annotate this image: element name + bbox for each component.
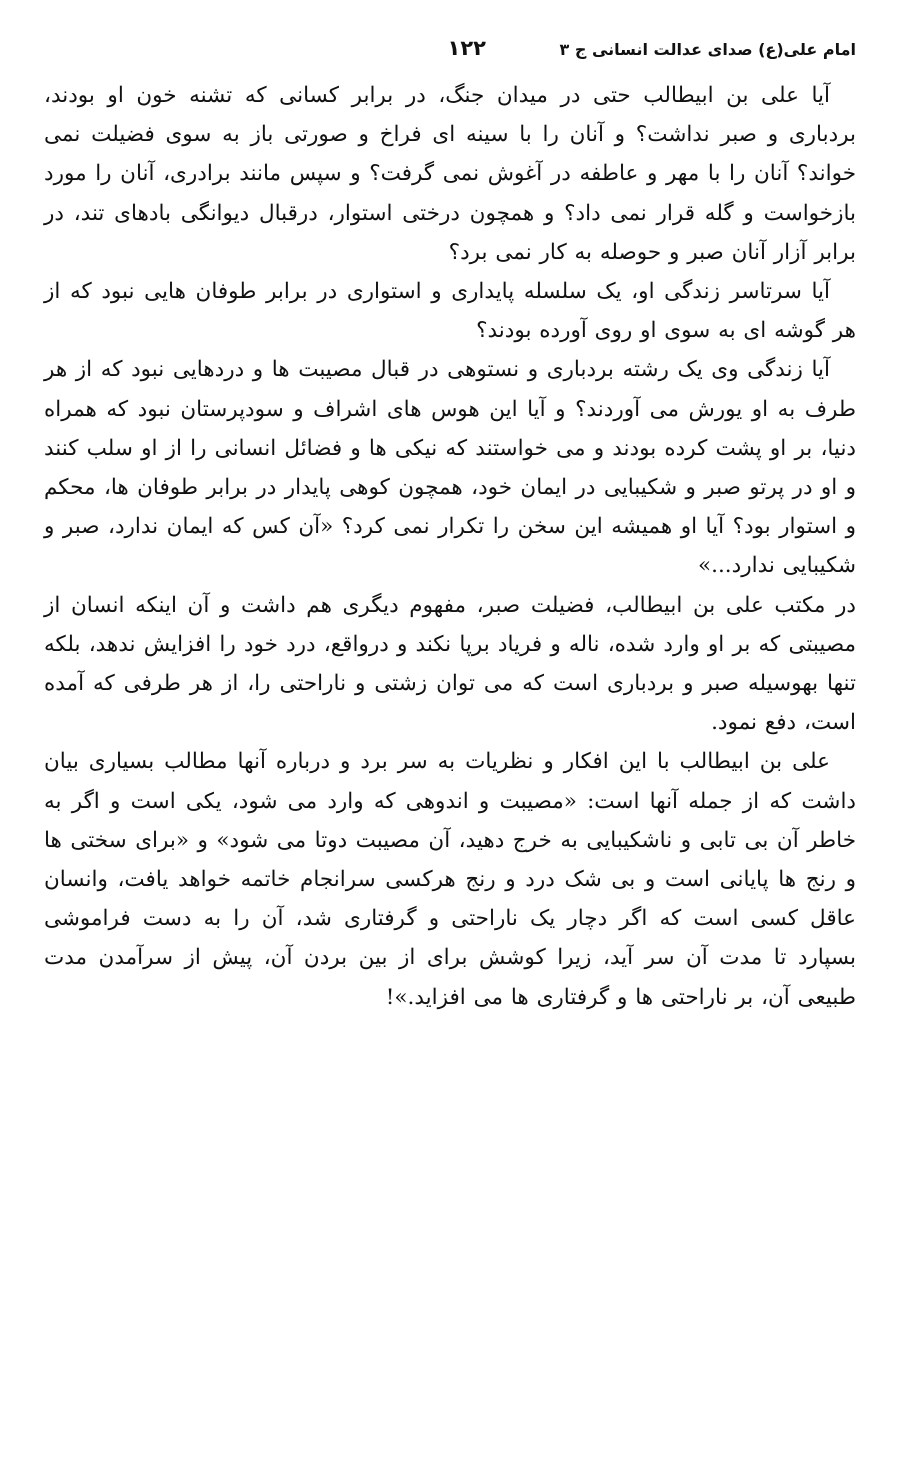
paragraph-3: آیا زندگی وی یک رشته بردباری و نستوهی در قبال مصیبت ها و دردهایی نبود که از هر طرف به او یورش می آوردند؟ و آیا این هوس های اشراف و سودپرستان نبود که همراه دنیا، بر او پشت کرده بودند و می خواستند که نیکی ها و فضائل انسانی را از او سلب کنند و او در پرتو صبر و شکیبایی در ایمان خود، همچون کوهی پایدار در برابر طوفان ها، محکم و استوار بود؟ آیا او همیشه این سخن را تکرار نمی کرد؟ «آن کس که ایمان ندارد، صبر و شکیبایی ندارد...» bbox=[44, 357, 856, 579]
paragraph-1: آیا علی بن ابیطالب حتی در میدان جنگ، در برابر کسانی که تشنه خون او بودند، بردباری و صبر نداشت؟ و آنان را با سینه ای فراخ و صورتی باز به سوی فضیلت نمی خواند؟ آنان را با مهر و عاطفه در آغوش نمی گرفت؟ و سپس مانند برادری، آنان را مورد بازخواست و گله قرار نمی داد؟ و همچون درختی استوار، درقبال دیوانگی بادهای تند، در برابر آزار آنان صبر و حوصله به کار نمی برد؟ bbox=[44, 83, 856, 265]
body-text bbox=[44, 76, 856, 1017]
paragraph-2: آیا سرتاسر زندگی او، یک سلسله پایداری و استواری در برابر طوفان هایی نبود که از هر گوشه ای به سوی او روی آورده بودند؟ bbox=[44, 279, 856, 344]
document-page bbox=[44, 30, 856, 1017]
paragraph-4: در مکتب علی بن ابیطالب، فضیلت صبر، مفهوم دیگری هم داشت و آن اینکه انسان از مصیبتی که بر او وارد شده، ناله و فریاد برپا نکند و درواقع، درد خود را افزایش ندهد، بلکه تنها بهوسیله صبر و بردباری است که می توان زشتی و ناراحتی را، از هر طرفی که آمده است، دفع نمود. bbox=[44, 592, 856, 736]
page-header bbox=[44, 30, 856, 74]
paragraph-5: علی بن ابیطالب با این افکار و نظریات به سر برد و درباره آنها مطالب بسیاری بیان داشت که از جمله آنها است: «مصیبت و اندوهی که وارد می شود، یکی است و اگر به خاطر آن بی تابی و ناشکیبایی به خرج دهید، آن مصیبت دوتا می شود» و «برای سختی ها و رنج ها پایانی است و بی شک درد و رنج هرکسی سرانجام خاتمه خواهد یافت، وانسان عاقل کسی است که اگر دچار یک ناراحتی و گرفتاری شد، آن را به دست فراموشی بسپارد تا مدت آن سر آید، زیرا کوشش برای از بین بردن آن، پیش از سرآمدن مدت طبیعی آن، بر ناراحتی ها و گرفتاری ها می افزاید.»! bbox=[44, 749, 856, 1010]
running-title: امام علی(ع) صدای عدالت انسانی ج ۳ bbox=[559, 40, 856, 59]
page-number: ۱۲۲ bbox=[447, 36, 486, 60]
